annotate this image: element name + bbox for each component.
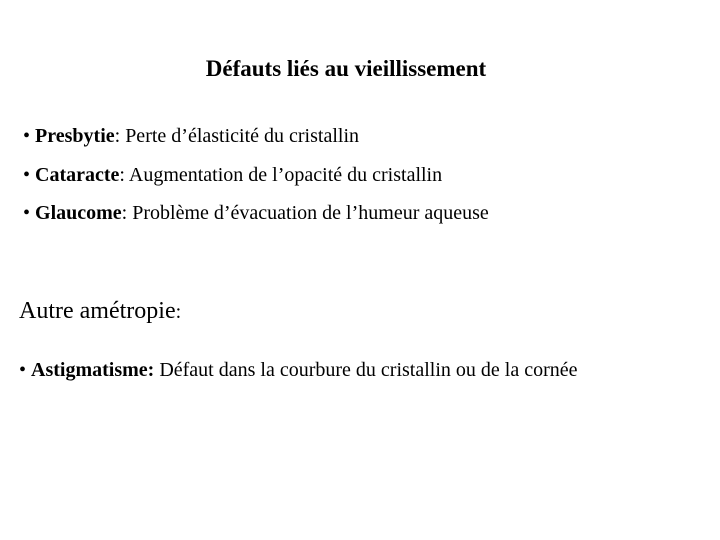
bullet-item-presbytie [23,123,359,149]
section-heading-autre-ametropie [19,296,181,327]
separator: : [114,125,126,147]
bullet-marker: • [23,164,31,186]
separator: : [119,164,129,186]
bullet-item-astigmatisme [19,357,578,383]
bullet-marker: • [23,202,31,224]
separator: : [121,202,133,224]
section-heading-text: Autre amétropie [19,298,176,324]
bullet-item-glaucome [23,200,489,226]
term-cataracte: Cataracte [35,164,120,186]
bullet-marker: • [19,359,27,381]
description-cataracte: Augmentation de l’opacité du cristallin [128,164,443,186]
slide-title: Défauts liés au vieillissement [205,56,487,81]
term-astigmatisme: Astigmatisme: [31,359,155,381]
term-presbytie: Presbytie [35,125,115,147]
term-glaucome: Glaucome [35,202,122,224]
description-glaucome: Problème d’évacuation de l’humeur aqueuse [132,202,489,224]
section-heading-colon: : [175,301,182,323]
description-presbytie: Perte d’élasticité du cristallin [125,125,359,147]
bullet-item-cataracte [23,162,442,188]
bullet-marker: • [23,125,31,147]
description-astigmatisme: Défaut dans la courbure du cristallin ou de la cornée [154,359,578,381]
